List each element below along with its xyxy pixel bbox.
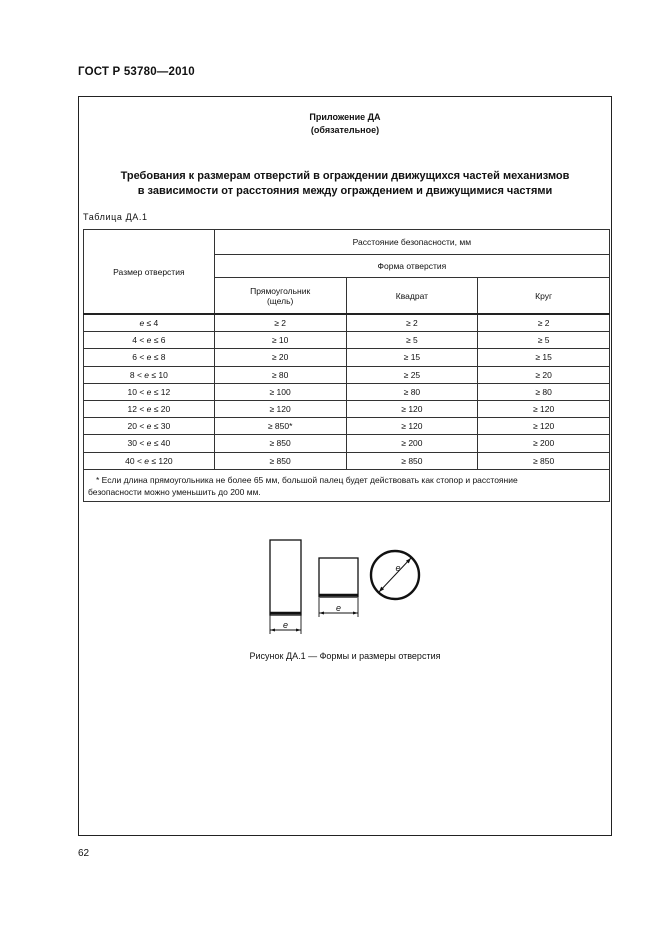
header-circle: Круг — [478, 278, 610, 315]
requirements-title-line1: Требования к размерам отверстий в ограждении движущихся частей механизмов — [120, 170, 570, 182]
requirements-title — [79, 169, 611, 199]
annex-status: (обязательное) — [310, 125, 380, 135]
annex-heading — [79, 111, 611, 137]
footnote-line1: * Если длина прямоугольника не более 65 мм, большой палец будет действовать как стопор и расстояние — [96, 474, 518, 485]
cell-rectangle: ≥ 20 — [214, 349, 346, 366]
cell-size: 4 < e ≤ 6 — [84, 332, 215, 349]
cell-circle: ≥ 850 — [478, 452, 610, 469]
table-body — [84, 314, 610, 501]
table-footnote — [84, 469, 610, 501]
annex-title: Приложение ДА — [309, 112, 381, 122]
cell-square: ≥ 5 — [346, 332, 478, 349]
requirements-title-line2: в зависимости от расстояния между ограждением и движущимися частями — [137, 185, 553, 197]
header-safety-distance: Расстояние безопасности, мм — [214, 230, 609, 255]
opening-shapes-figure — [267, 537, 427, 637]
cell-circle: ≥ 5 — [478, 332, 610, 349]
header-rectangle-line2: (щель) — [266, 295, 294, 306]
cell-rectangle: ≥ 120 — [214, 400, 346, 417]
annex-frame — [78, 96, 612, 836]
cell-square: ≥ 15 — [346, 349, 478, 366]
cell-square: ≥ 200 — [346, 435, 478, 452]
cell-square: ≥ 2 — [346, 314, 478, 332]
cell-circle: ≥ 120 — [478, 418, 610, 435]
square-dimension-label: e — [335, 603, 342, 613]
table-row — [84, 452, 610, 469]
cell-rectangle: ≥ 850 — [214, 452, 346, 469]
footnote-line2: безопасности можно уменьшить до 200 мм. — [88, 486, 261, 497]
figure-caption: Рисунок ДА.1 — Формы и размеры отверстия — [249, 651, 441, 661]
header-opening-shape: Форма отверстия — [214, 255, 609, 278]
cell-square: ≥ 120 — [346, 400, 478, 417]
page-number: 62 — [78, 848, 90, 859]
cell-size: 8 < e ≤ 10 — [84, 366, 215, 383]
cell-circle: ≥ 20 — [478, 366, 610, 383]
table-footnote-row — [84, 469, 610, 501]
table-row — [84, 314, 610, 332]
table-row — [84, 435, 610, 452]
cell-circle: ≥ 2 — [478, 314, 610, 332]
cell-square: ≥ 25 — [346, 366, 478, 383]
table-row — [84, 349, 610, 366]
cell-circle: ≥ 200 — [478, 435, 610, 452]
cell-rectangle: ≥ 850 — [214, 435, 346, 452]
cell-rectangle: ≥ 850* — [214, 418, 346, 435]
square-shape — [319, 558, 358, 617]
cell-rectangle: ≥ 2 — [214, 314, 346, 332]
cell-size: 20 < e ≤ 30 — [84, 418, 215, 435]
standard-number: ГОСТ Р 53780—2010 — [78, 66, 195, 78]
cell-circle: ≥ 120 — [478, 400, 610, 417]
circle-shape — [371, 551, 419, 599]
rectangle-shape — [270, 540, 301, 634]
table-row — [84, 418, 610, 435]
cell-square: ≥ 850 — [346, 452, 478, 469]
cell-square: ≥ 80 — [346, 383, 478, 400]
cell-size: 40 < e ≤ 120 — [84, 452, 215, 469]
cell-size: 12 < e ≤ 20 — [84, 400, 215, 417]
cell-size: 10 < e ≤ 12 — [84, 383, 215, 400]
table-row — [84, 332, 610, 349]
rectangle-dimension-label: e — [282, 620, 289, 630]
table-row — [84, 383, 610, 400]
table-row — [84, 400, 610, 417]
header-square: Квадрат — [346, 278, 478, 315]
table-caption: Таблица ДА.1 — [83, 212, 148, 222]
cell-rectangle: ≥ 10 — [214, 332, 346, 349]
cell-size: 30 < e ≤ 40 — [84, 435, 215, 452]
cell-rectangle: ≥ 80 — [214, 366, 346, 383]
cell-circle: ≥ 15 — [478, 349, 610, 366]
circle-dimension-label: e — [395, 563, 401, 573]
cell-size: e ≤ 4 — [84, 314, 215, 332]
cell-size: 6 < e ≤ 8 — [84, 349, 215, 366]
cell-circle: ≥ 80 — [478, 383, 610, 400]
table-row — [84, 366, 610, 383]
cell-rectangle: ≥ 100 — [214, 383, 346, 400]
header-opening-size: Размер отверстия — [84, 230, 215, 315]
cell-square: ≥ 120 — [346, 418, 478, 435]
opening-size-table — [83, 229, 610, 502]
header-rectangle — [214, 278, 346, 315]
header-rectangle-line1: Прямоугольник — [250, 285, 311, 296]
